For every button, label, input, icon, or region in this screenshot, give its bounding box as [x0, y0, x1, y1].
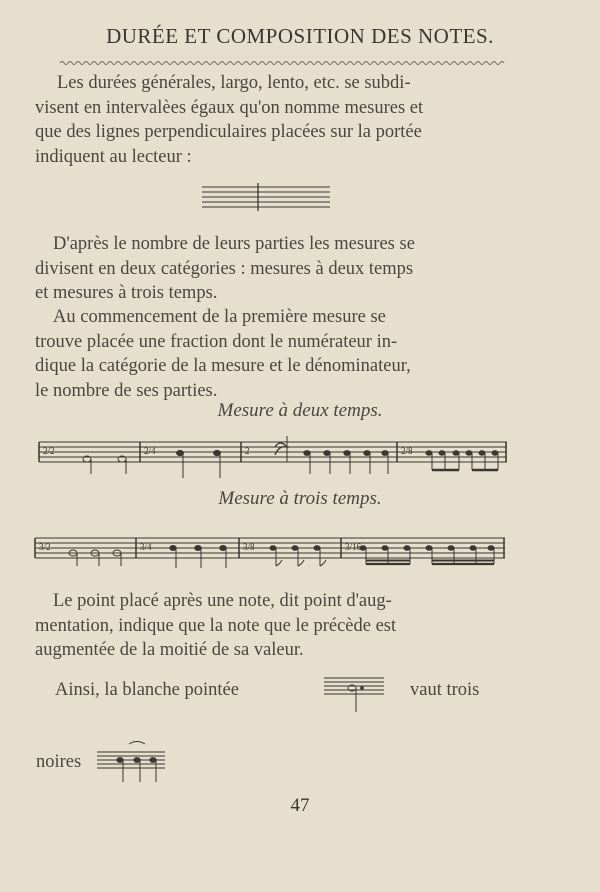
example-text-3: noires — [36, 752, 82, 772]
text-line: visent en intervalèes égaux qu'on nomme mesures et — [35, 97, 424, 118]
text-line: divisent en deux catégories : mesures à deux temps — [35, 258, 414, 279]
text-line: et mesures à trois temps. — [35, 283, 218, 303]
time-signature: 3/8 — [243, 542, 255, 552]
paragraph-1 — [35, 71, 505, 169]
paragraph-3 — [35, 305, 505, 403]
time-signature: 2 — [245, 446, 250, 456]
page-title: DURÉE ET COMPOSITION DES NOTES. — [106, 24, 494, 48]
text-line: Au commencement de la première mesure se — [53, 307, 386, 327]
page-number: 47 — [290, 795, 310, 816]
time-signature: 3/16 — [345, 542, 362, 552]
three-quarter-notes-figure — [95, 738, 167, 786]
time-signature: 2/4 — [144, 446, 156, 456]
time-signature: 2/2 — [43, 446, 55, 456]
caption-three-beats: Mesure à trois temps. — [218, 488, 382, 509]
text-line: Le point placé après une note, dit point d'aug- — [53, 591, 392, 611]
time-signature: 3/2 — [39, 542, 51, 552]
text-line: dique la catégorie de la mesure et le dénominateur, — [35, 356, 411, 376]
staff-with-barline — [200, 183, 335, 211]
text-line: le nombre de ses parties. — [35, 380, 218, 401]
text-line: trouve placée une fraction dont le numérateur in- — [35, 331, 398, 352]
example-text-2: vaut trois — [410, 680, 480, 700]
decorative-wavy-rule — [60, 60, 505, 66]
text-line: indiquent au lecteur : — [35, 146, 192, 167]
text-line: D'après le nombre de leurs parties les mesures se — [53, 234, 415, 254]
paragraph-2 — [35, 232, 505, 306]
text-line: Les durées générales, largo, lento, etc. se subdi- — [57, 73, 411, 93]
caption-two-beats: Mesure à deux temps. — [217, 400, 383, 421]
time-signature: 3/4 — [140, 542, 152, 552]
text-line: que des lignes perpendiculaires placées sur la portée — [35, 122, 422, 142]
text-line: augmentée de la moitié de sa valeur. — [35, 640, 304, 660]
dotted-half-note-figure — [322, 674, 388, 714]
music-example-three-beats — [33, 532, 507, 574]
example-text-1: Ainsi, la blanche pointée — [55, 680, 239, 700]
music-example-two-beats — [37, 434, 509, 480]
paragraph-4 — [35, 589, 505, 663]
time-signature: 2/8 — [401, 446, 413, 456]
text-line: mentation, indique que la note que le précède est — [35, 615, 397, 636]
